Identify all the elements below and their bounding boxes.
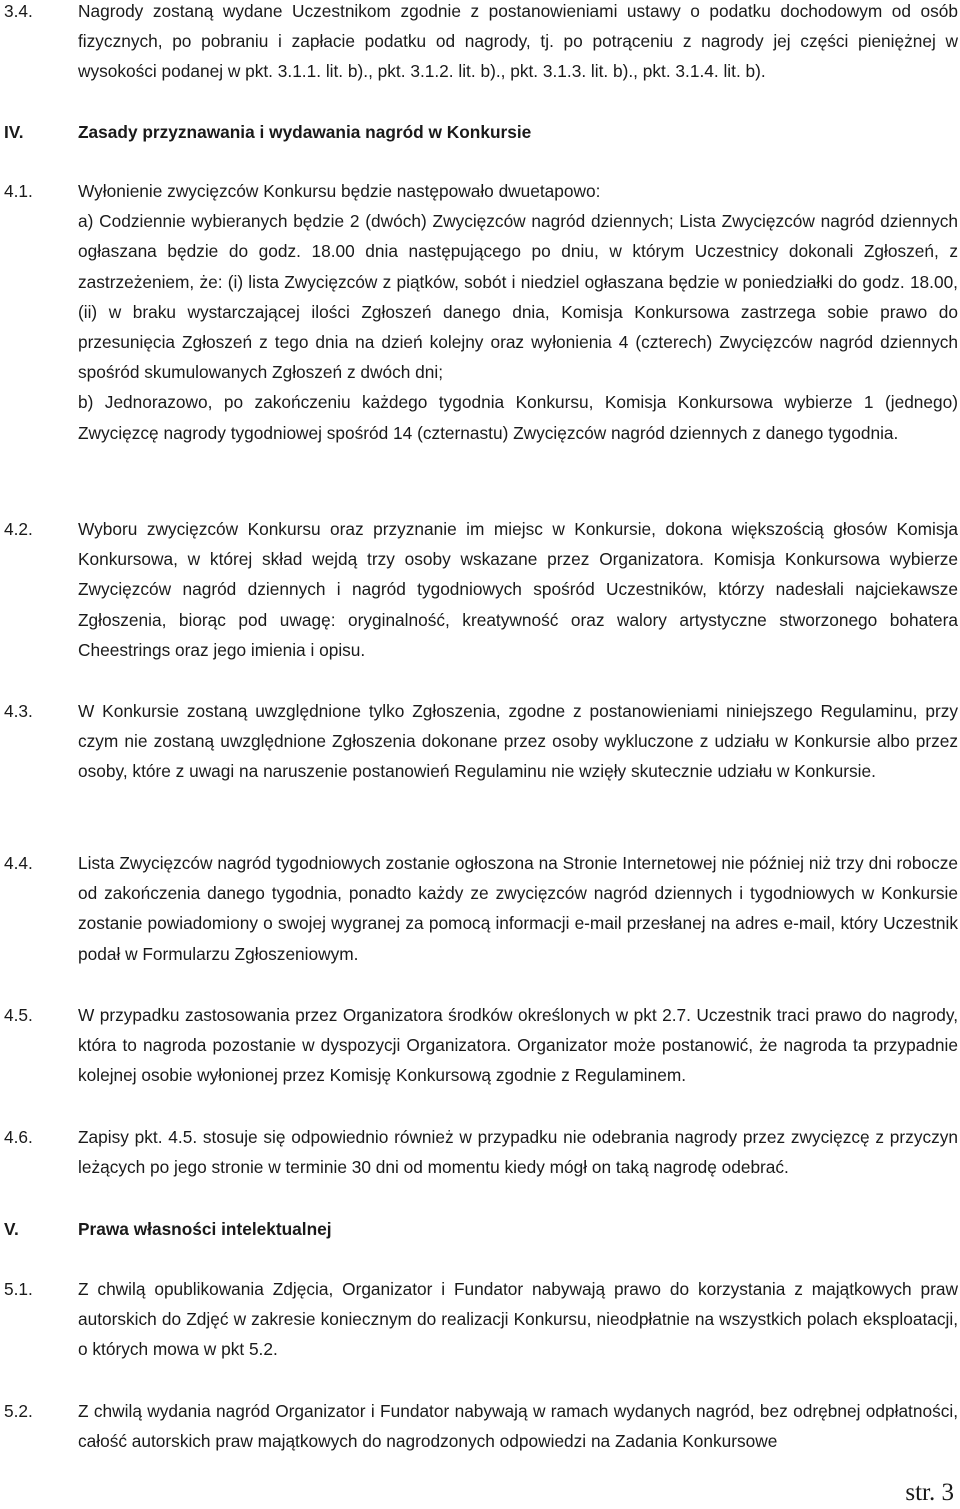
paragraph-b: b) Jednorazowo, po zakończeniu każdego tygodnia Konkursu, Komisja Konkursowa wybierze 1 (jednego) Zwycięzcę nagrody tygodniowej spośród 14 (czternastu) Zwycięzców nagród dziennych z danego tygodnia. bbox=[78, 392, 958, 443]
section-4-5 bbox=[0, 1000, 958, 1091]
section-4-3 bbox=[0, 696, 958, 787]
section-number: 3.4. bbox=[4, 1, 33, 21]
section-4-4 bbox=[0, 848, 958, 969]
heading-number: IV. bbox=[4, 122, 24, 142]
section-text: Nagrody zostaną wydane Uczestnikom zgodnie z postanowieniami ustawy o podatku dochodowym od osób fizycznych, po pobraniu i zapłacie podatku od nagrody, tj. po potrąceniu z nagrody jej części pieniężnej w wysokości podanej w pkt. 3.1.1. lit. b)., pkt. 3.1.2. lit. b)., pkt. 3.1.3. lit. b)., pkt. 3.1.4. lit. b). bbox=[78, 1, 958, 82]
section-number: 4.5. bbox=[4, 1005, 33, 1025]
paragraph-intro: Wyłonienie zwycięzców Konkursu będzie następowało dwuetapowo: bbox=[78, 181, 601, 201]
section-number: 5.1. bbox=[4, 1279, 33, 1299]
heading-title: Prawa własności intelektualnej bbox=[78, 1219, 332, 1239]
section-number: 5.2. bbox=[4, 1401, 33, 1421]
heading-IV bbox=[0, 117, 958, 147]
section-text: Lista Zwycięzców nagród tygodniowych zostanie ogłoszona na Stronie Internetowej nie później niż trzy dni robocze od zakończenia danego tygodnia, ponadto każdy ze zwycięzców nagród dziennych i tygodniowych w Konkursie zostanie powiadomiony o swojej wygranej za pomocą informacji e-mail przesłanej na adres e-mail, który Uczestnik podał w Formularzu Zgłoszeniowym. bbox=[78, 853, 958, 964]
paragraph-a: a) Codziennie wybieranych będzie 2 (dwóch) Zwycięzców nagród dziennych; Lista Zwycięzców nagród dziennych ogłaszana będzie do godz. 18.00 dnia następującego po dniu, w którym Uczestnicy dokonali Zgłoszeń, z zastrzeżeniem, że: (i) lista Zwycięzców z piątków, sobót i niedziel ogłaszana będzie w poniedziałki do godz. 18.00, (ii) w braku wystarczającej ilości Zgłoszeń danego dnia, Komisja Konkursowa zastrzega sobie prawo do przesunięcia Zgłoszeń z tego dnia na dzień kolejny oraz wyłonienia 4 (czterech) Zwycięzców nagród dziennych spośród skumulowanych Zgłoszeń z dwóch dni; bbox=[78, 211, 958, 383]
section-number: 4.3. bbox=[4, 701, 33, 721]
section-4-1 bbox=[0, 176, 958, 448]
section-text: Zapisy pkt. 4.5. stosuje się odpowiednio również w przypadku nie odebrania nagrody przez zwycięzcę z przyczyn leżących po jego stronie w terminie 30 dni od momentu kiedy mógł on taką nagrodę odebrać. bbox=[78, 1127, 958, 1178]
section-text: W Konkursie zostaną uwzględnione tylko Zgłoszenia, zgodne z postanowieniami niniejszego Regulaminu, przy czym nie zostaną uwzględnione Zgłoszenia dokonane przez osoby wykluczone z udziału w Konkursie albo przez osoby, które z uwagi na naruszenie postanowień Regulaminu nie wzięły skutecznie udziału w Konkursie. bbox=[78, 701, 958, 782]
section-text: Z chwilą wydania nagród Organizator i Fundator nabywają w ramach wydanych nagród, bez odrębnej odpłatności, całość autorskich praw majątkowych do nagrodzonych odpowiedzi na Zadania Konkursowe bbox=[78, 1401, 958, 1452]
section-number: 4.6. bbox=[4, 1127, 33, 1147]
heading-title: Zasady przyznawania i wydawania nagród w Konkursie bbox=[78, 122, 532, 142]
section-number: 4.1. bbox=[4, 181, 33, 201]
page-number: str. 3 bbox=[905, 1479, 954, 1506]
section-text: W przypadku zastosowania przez Organizatora środków określonych w pkt 2.7. Uczestnik traci prawo do nagrody, która to nagroda pozostanie w dyspozycji Organizatora. Organizator może postanowić, że nagroda ta przypadnie kolejnej osobie wyłonionej przez Komisję Konkursową zgodnie z Regulaminem. bbox=[78, 1005, 958, 1086]
heading-V bbox=[0, 1214, 958, 1244]
section-4-6 bbox=[0, 1122, 958, 1182]
section-number: 4.2. bbox=[4, 519, 33, 539]
section-4-2 bbox=[0, 514, 958, 665]
section-5-2 bbox=[0, 1396, 958, 1456]
section-text: Z chwilą opublikowania Zdjęcia, Organizator i Fundator nabywają prawo do korzystania z majątkowych praw autorskich do Zdjęć w zakresie koniecznym do realizacji Konkursu, nieodpłatnie na wszystkich polach eksploatacji, o których mowa w pkt 5.2. bbox=[78, 1279, 958, 1360]
section-number: 4.4. bbox=[4, 853, 33, 873]
section-3-4 bbox=[0, 0, 958, 87]
heading-number: V. bbox=[4, 1219, 19, 1239]
section-5-1 bbox=[0, 1274, 958, 1365]
section-text: Wyboru zwycięzców Konkursu oraz przyznanie im miejsc w Konkursie, dokona większością głosów Komisja Konkursowa, w której skład wejdą trzy osoby wskazane przez Organizatora. Komisja Konkursowa wybierze Zwycięzców nagród dziennych i nagród tygodniowych spośród Uczestników, którzy nadesłali najciekawsze Zgłoszenia, biorąc pod uwagę: oryginalność, kreatywność oraz walory artystyczne stworzonego bohatera Cheestrings oraz jego imienia i opisu. bbox=[78, 519, 958, 660]
